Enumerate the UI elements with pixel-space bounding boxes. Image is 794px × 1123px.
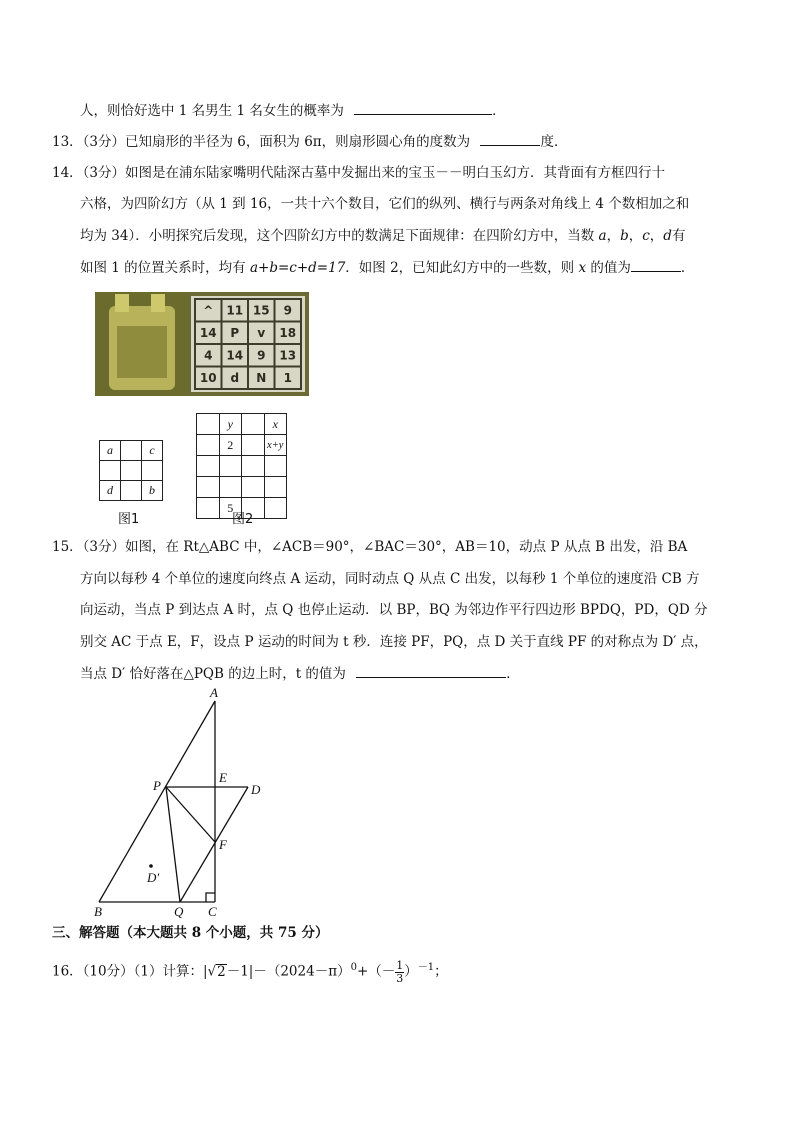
segment-PQ [166,787,180,902]
var-x: x [578,260,587,276]
var-d: d [663,228,672,244]
q16-part4: ） [404,963,418,980]
figure-1-grid [99,440,163,501]
label-F: F [219,837,227,852]
q12-tail-text: 人，则恰好选中 1 名男生 1 名女生的概率为 [80,103,344,119]
fig2-cell [242,456,265,477]
q14-line3b: 有 [671,228,686,244]
q12-tail-line: 人，则恰好选中 1 名男生 1 名女生的概率为 ． [80,103,506,119]
q15-line5-text: 当点 D′ 恰好落在△PQB 的边上时，t 的值为 [80,666,346,682]
fig2-cell: 2 [219,435,242,456]
jade-glyph: N [256,370,267,385]
q14-equation: a+b=c+d=17 [249,260,346,276]
exponent-zero: 0 [350,962,357,973]
q14-line3: 均为 34）．小明探究后发现，这个四阶幻方中的数满足下面规律：在四阶幻方中，当数 a，b，c，d有 [80,228,686,244]
figure-2-caption: 图2 [232,512,254,527]
q15-geometry-figure [85,684,270,920]
jade-glyph: 14 [199,325,217,340]
answer-blank-12[interactable] [354,101,492,115]
jade-glyph: 18 [279,325,297,340]
q13-unit: 度． [540,134,568,150]
answer-blank-13[interactable] [480,132,540,146]
fig1-cell [121,461,142,481]
fig2-cell [242,435,265,456]
label-Q: Q [174,904,184,919]
jade-glyph: 11 [226,303,244,318]
point-D-prime [149,864,153,868]
var-b: b [620,228,629,244]
fig2-cell: y [219,414,242,435]
figure-1-caption: 图1 [118,512,140,527]
fraction-numerator: 1 [396,958,404,972]
q16-end: ； [434,963,448,980]
q14-line4c: 的值为 [590,260,631,276]
fig2-cell [219,477,242,498]
jade-glyph: 13 [279,348,297,363]
jade-glyph: 10 [199,370,217,385]
jade-glyph: 14 [226,348,244,363]
jade-tab-right [151,294,165,312]
var-a: a [598,228,607,244]
fraction-denominator: 3 [396,971,404,985]
q15-line5: 当点 D′ 恰好落在△PQB 的边上时，t 的值为 ． [80,666,520,682]
jade-glyph: 4 [204,348,213,363]
fig1-cell [100,461,121,481]
q14-line3a: 均为 34）．小明探究后发现，这个四阶幻方中的数满足下面规律：在四阶幻方中，当数 [80,228,595,244]
segment-DQ [180,787,248,902]
fig1-cell: b [142,481,163,501]
q15-line2: 方向以每秒 4 个单位的速度向终点 A 运动，同时动点 Q 从点 C 出发，以每秒 1 个单位的速度沿 CB 方 [80,571,700,587]
fig2-cell: x [264,414,287,435]
jade-glyph: v [257,325,266,340]
q13-text: 13．（3分）已知扇形的半径为 6，面积为 6π，则扇形圆心角的度数为 [52,134,471,150]
figure-2-grid [196,413,287,519]
fig2-cell: 5 [219,498,242,519]
label-E: E [219,770,227,785]
q16-prefix: 16．（10分）（1）计算：| [52,963,208,980]
label-D-prime: D′ [147,870,160,885]
fig2-cell [197,456,220,477]
jade-glyph: ^ [203,303,214,318]
segment-PF [166,787,215,842]
jade-side-panel [117,326,167,378]
q14-line4: 如图 1 的位置关系时，均有 a+b=c+d=17．如图 2，已知此幻方中的一些数，则 x 的值为 ． [80,260,695,276]
jade-glyph: 15 [252,303,270,318]
sqrt-argument: 2 [217,963,226,980]
label-D: D [251,782,261,797]
fig2-cell [264,477,287,498]
label-C: C [208,904,217,919]
jade-glyph: 1 [283,370,292,385]
fig1-cell: c [142,441,163,461]
label-P: P [153,778,161,793]
sqrt-symbol: √ [207,963,217,980]
figure-lines [99,701,248,902]
fig2-cell [197,414,220,435]
q16-part2: －1|－（2024－π） [226,963,351,980]
fig1-cell: a [100,441,121,461]
jade-glyph: d [230,370,240,385]
q14-line2: 六格，为四阶幻方（从 1 到 16，一共十六个数目，它们的纵列、横行与两条对角线上 4 个数相加之和 [80,196,690,212]
question-13 [52,132,567,151]
fig2-cell [197,498,220,519]
jade-glyph: 9 [257,348,266,363]
exponent-minus-one: －1 [417,962,435,973]
fig2-cell [197,477,220,498]
fig2-cell [219,456,242,477]
fig2-cell [242,414,265,435]
q14-line4a: 如图 1 的位置关系时，均有 [80,260,246,276]
q14-line4b: ．如图 2，已知此幻方中的一些数，则 [345,260,575,276]
var-c: c [642,228,650,244]
question-16 [52,957,448,985]
fig2-cell: x+y [264,435,287,456]
answer-blank-15[interactable] [356,664,506,678]
label-A: A [210,685,218,700]
fig2-cell [242,477,265,498]
q16-part3: +（－ [356,963,396,980]
fig2-cell [197,435,220,456]
jade-glyph: 9 [283,303,292,318]
fig1-cell [121,481,142,501]
fig1-cell: d [100,481,121,501]
q15-line1: 15．（3分）如图，在 Rt△ABC 中，∠ACB＝90°，∠BAC＝30°，AB＝10，动点 P 从点 B 出发，沿 BA [52,539,688,555]
fig1-cell [121,441,142,461]
answer-blank-14[interactable] [631,258,681,272]
jade-magic-square-photo [95,292,309,396]
section-3-heading: 三、解答题（本大题共 8 个小题，共 75 分） [52,925,329,941]
label-B: B [94,904,102,919]
jade-glyph: P [230,325,240,340]
fraction-one-third [395,960,404,985]
q14-line1: 14．（3分）如图是在浦东陆家嘴明代陆深古墓中发掘出来的宝玉－－明白玉幻方．其背面有方框四行十 [52,165,666,181]
q15-line3: 向运动，当点 P 到达点 A 时，点 Q 也停止运动．以 BP，BQ 为邻边作平行四边形 BPDQ，PD，QD 分 [80,602,708,618]
q15-line4: 别交 AC 于点 E，F，设点 P 运动的时间为 t 秒．连接 PF，PQ，点 D 关于直线 PF 的对称点为 D′ 点， [80,634,708,650]
fig2-cell [264,498,287,519]
fig1-cell [142,461,163,481]
right-angle-mark [206,893,215,902]
fig2-cell [264,456,287,477]
jade-tab-left [115,294,129,312]
